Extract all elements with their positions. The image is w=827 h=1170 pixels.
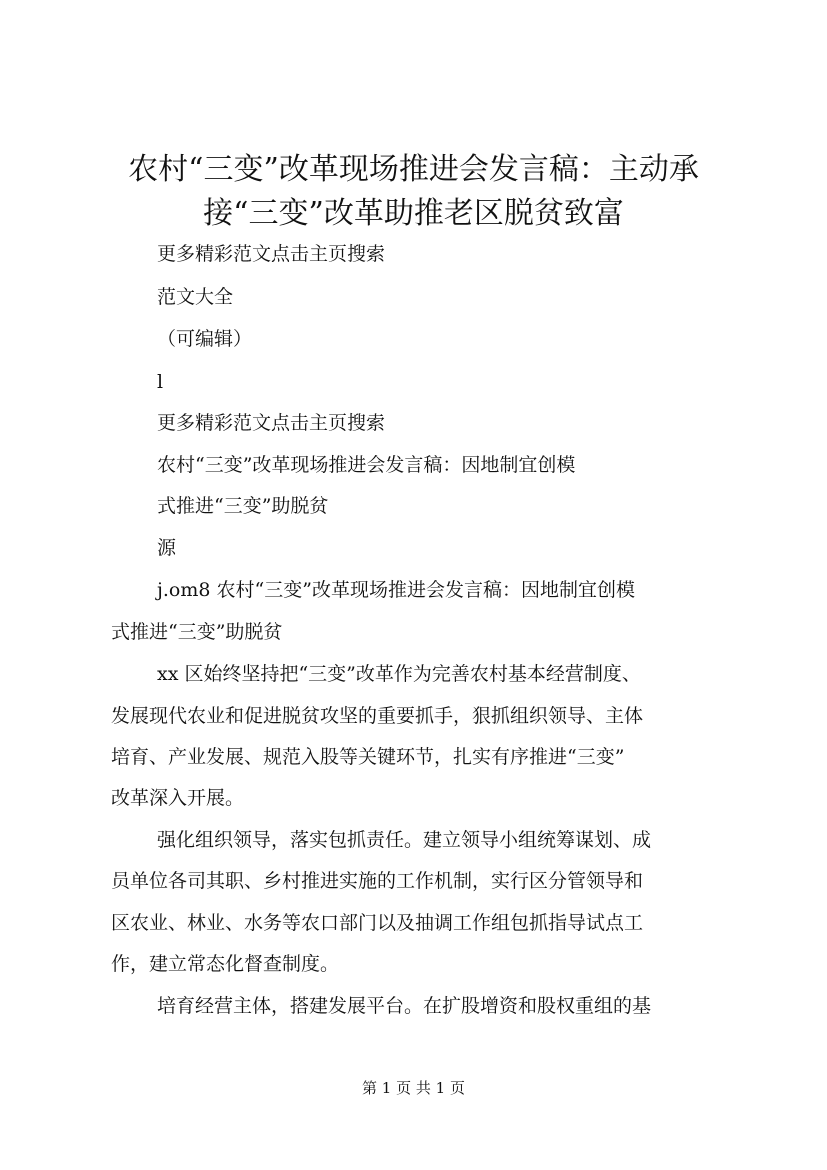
editable-note: （可编辑） [157,328,253,350]
body-line: 式推进“三变”助脱贫 [157,495,329,517]
body-line: 培育经营主体，搭建发展平台。在扩股增资和股权重组的基 [157,995,652,1017]
page-number-footer: 第 1 页 共 1 页 [362,1079,465,1097]
template-collection-text: 范文大全 [157,286,234,308]
search-hint-text-repeat: 更多精彩范文点击主页搜索 [157,412,386,434]
body-line: 改革深入开展。 [111,787,245,809]
body-line: 农村“三变”改革现场推进会发言稿：因地制宜创模 [157,454,576,476]
body-line: xx 区始终坚持把“三变”改革作为完善农村基本经营制度、 [157,663,641,685]
title-line-2: 接“三变”改革助推老区脱贫致富 [203,196,624,231]
body-line: j.om8 农村“三变”改革现场推进会发言稿：因地制宜创模 [157,579,635,601]
body-line: 强化组织领导，落实包抓责任。建立领导小组统筹谋划、成 [157,829,652,851]
search-hint-text: 更多精彩范文点击主页搜索 [157,243,386,265]
document-title [100,148,727,236]
separator-text: l [157,371,164,393]
body-line: 式推进“三变”助脱贫 [111,621,283,643]
title-line-1: 农村“三变”改革现场推进会发言稿：主动承 [128,152,699,187]
body-line: 区农业、林业、水务等农口部门以及抽调工作组包抓指导试点工 [111,912,644,934]
body-line: 源 [157,537,177,559]
body-line: 发展现代农业和促进脱贫攻坚的重要抓手，狠抓组织领导、主体 [111,705,644,727]
body-line: 员单位各司其职、乡村推进实施的工作机制，实行区分管领导和 [111,870,644,892]
body-line: 培育、产业发展、规范入股等关键环节，扎实有序推进“三变” [111,746,625,768]
body-line: 作，建立常态化督查制度。 [111,953,340,975]
